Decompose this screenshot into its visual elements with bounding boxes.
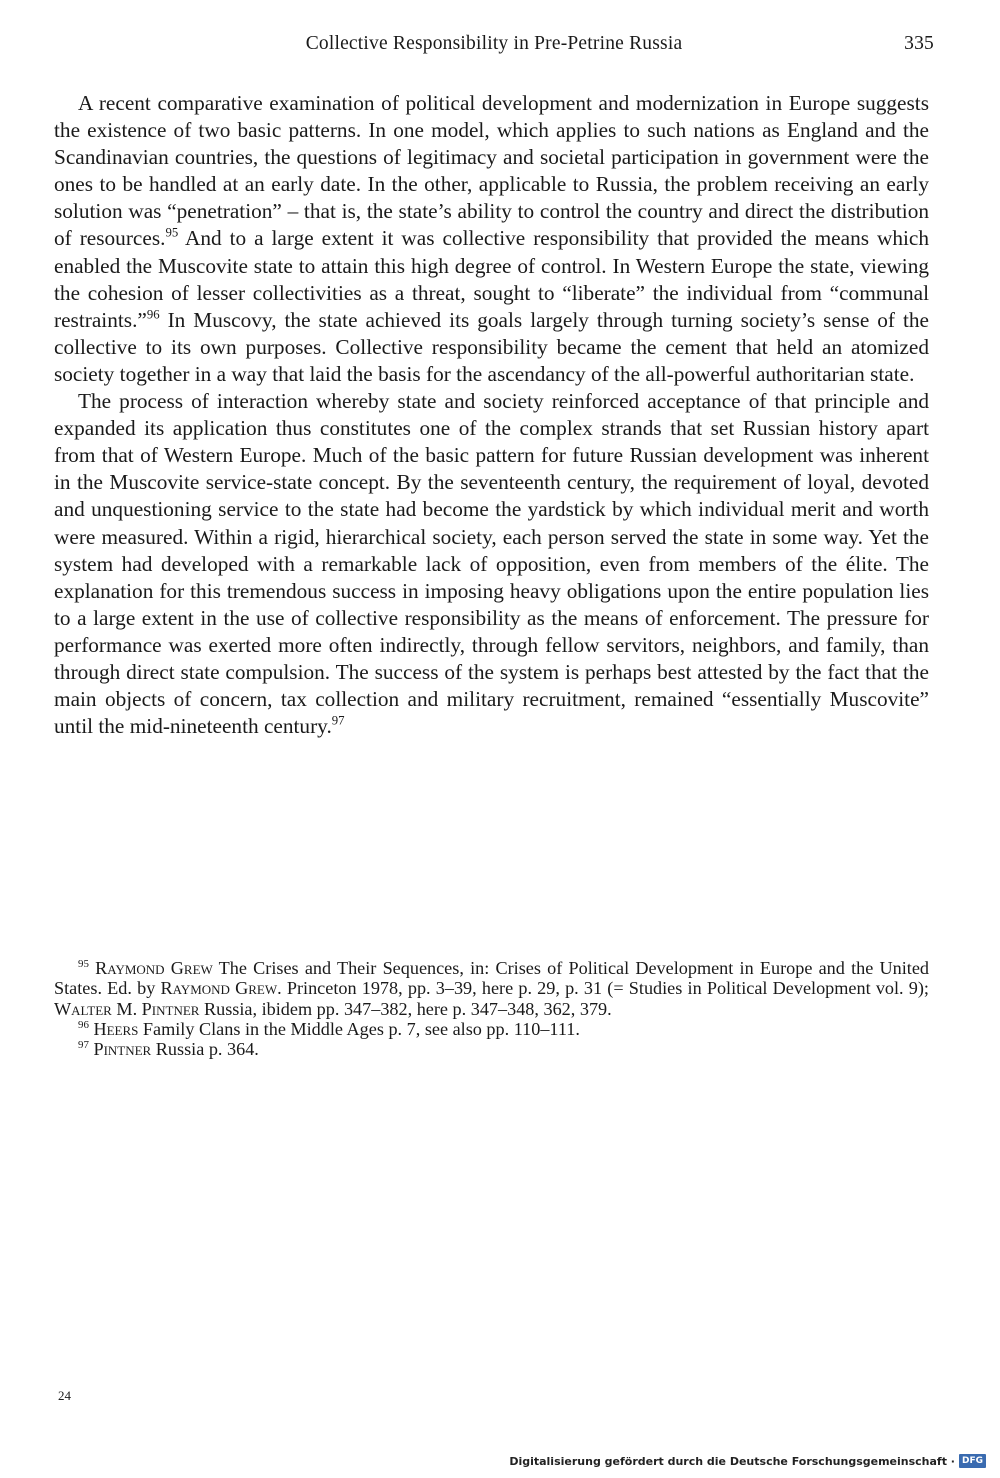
paragraph-1-part-b: And to a large extent it was collective responsibility that provided the means which enabled the Muscovite state to attain this high degree of control. In Western Europe the state, viewing the cohesion of lesser collectivities as a threat, sought to “liberate” the individual from “communal restraints.” [54,226,929,332]
dfg-footer [509,1454,986,1468]
signature-mark: 24 [58,1388,71,1403]
footnote-ref-95: 95 [165,226,179,241]
funding-note: Digitalisierung gefördert durch die Deutsche Forschungsgemeinschaft · [509,1454,955,1468]
paragraph-1-part-c: In Muscovy, the state achieved its goals largely through turning society’s sense of the collective to its own purposes. Collective responsibility became the cement that held an atomized society together in a way that laid the basis for the ascendancy of the all-powerful authoritarian state. [54,307,929,386]
footnote-ref-96: 96 [146,307,160,322]
footnote-text: Family Clans in the Middle Ages p. 7, see also pp. 110–111. [138,1018,580,1039]
paragraph-1 [54,90,929,388]
page-number: 335 [904,33,934,54]
footnote-author: Raymond Grew [95,958,213,978]
footnote-text: Russia, ibidem pp. 347–382, here p. 347–348, 362, 379. [199,998,612,1019]
dfg-logo-icon: DFG [959,1454,986,1468]
footnote-97 [54,1039,929,1059]
footnote-author: Raymond Grew [160,978,278,999]
footnote-text: Russia p. 364. [151,1039,259,1060]
footnote-ref-97: 97 [331,713,345,728]
footnote-author: Heers [93,1018,139,1039]
footnote-96 [54,1019,929,1039]
footnotes [54,958,929,1059]
paragraph-2-text: The process of interaction whereby state and society reinforced acceptance of that principle and expanded its application thus constitutes one of the complex strands that set Russian history apart from that of Western Europe. Much of the basic pattern for future Russian development was inherent in the Muscovite service-state concept. By the seventeenth century, the requirement of loyal, devoted and unquestioning service to the state had become the yardstick by which individual merit and worth were measured. Within a rigid, hierarchical society, each person served the state in some way. Yet the system had developed with a remarkable lack of opposition, even from members of the élite. The explanation for this tremendous success in imposing heavy obligations upon the entire population lies to a large extent in the use of collective responsibility as the means of enforcement. The pressure for performance was exerted more often indirectly, through fellow servitors, neighbors, and family, than through direct state compulsion. The success of the system is perhaps best attested by the fact that the main objects of concern, tax collection and military recruitment, remained “essentially Muscovite” until the mid-nineteenth century. [54,389,929,739]
body-text [54,90,929,740]
footnote-number: 96 [78,1018,89,1031]
footnote-95 [54,958,929,1019]
footnote-text: The Crises and Their Sequences, in: Crises of Political Development in Europe and the United States. Ed. by [54,958,930,999]
running-title: Collective Responsibility in Pre-Petrine Russia [305,33,683,54]
paragraph-1-part-a: A recent comparative examination of political development and modernization in Europe suggests the existence of two basic patterns. In one model, which applies to such nations as England and the Scandinavian countries, the questions of legitimacy and societal participation in government were the ones to be handled at an early date. In the other, applicable to Russia, the problem receiving an early solution was “penetration” – that is, the state’s ability to control the country and direct the distribution of resources. [54,91,929,251]
footnote-author: Walter M. Pintner [54,998,200,1019]
footnote-number: 97 [78,1039,89,1052]
paragraph-2 [54,388,929,740]
running-head [54,33,934,59]
footnote-text: . Princeton 1978, pp. 3–39, here p. 29, p. 31 (= Studies in Political Development vol. 9); [277,978,929,999]
footnote-author: Pintner [93,1039,152,1060]
footnote-number: 95 [78,957,89,970]
